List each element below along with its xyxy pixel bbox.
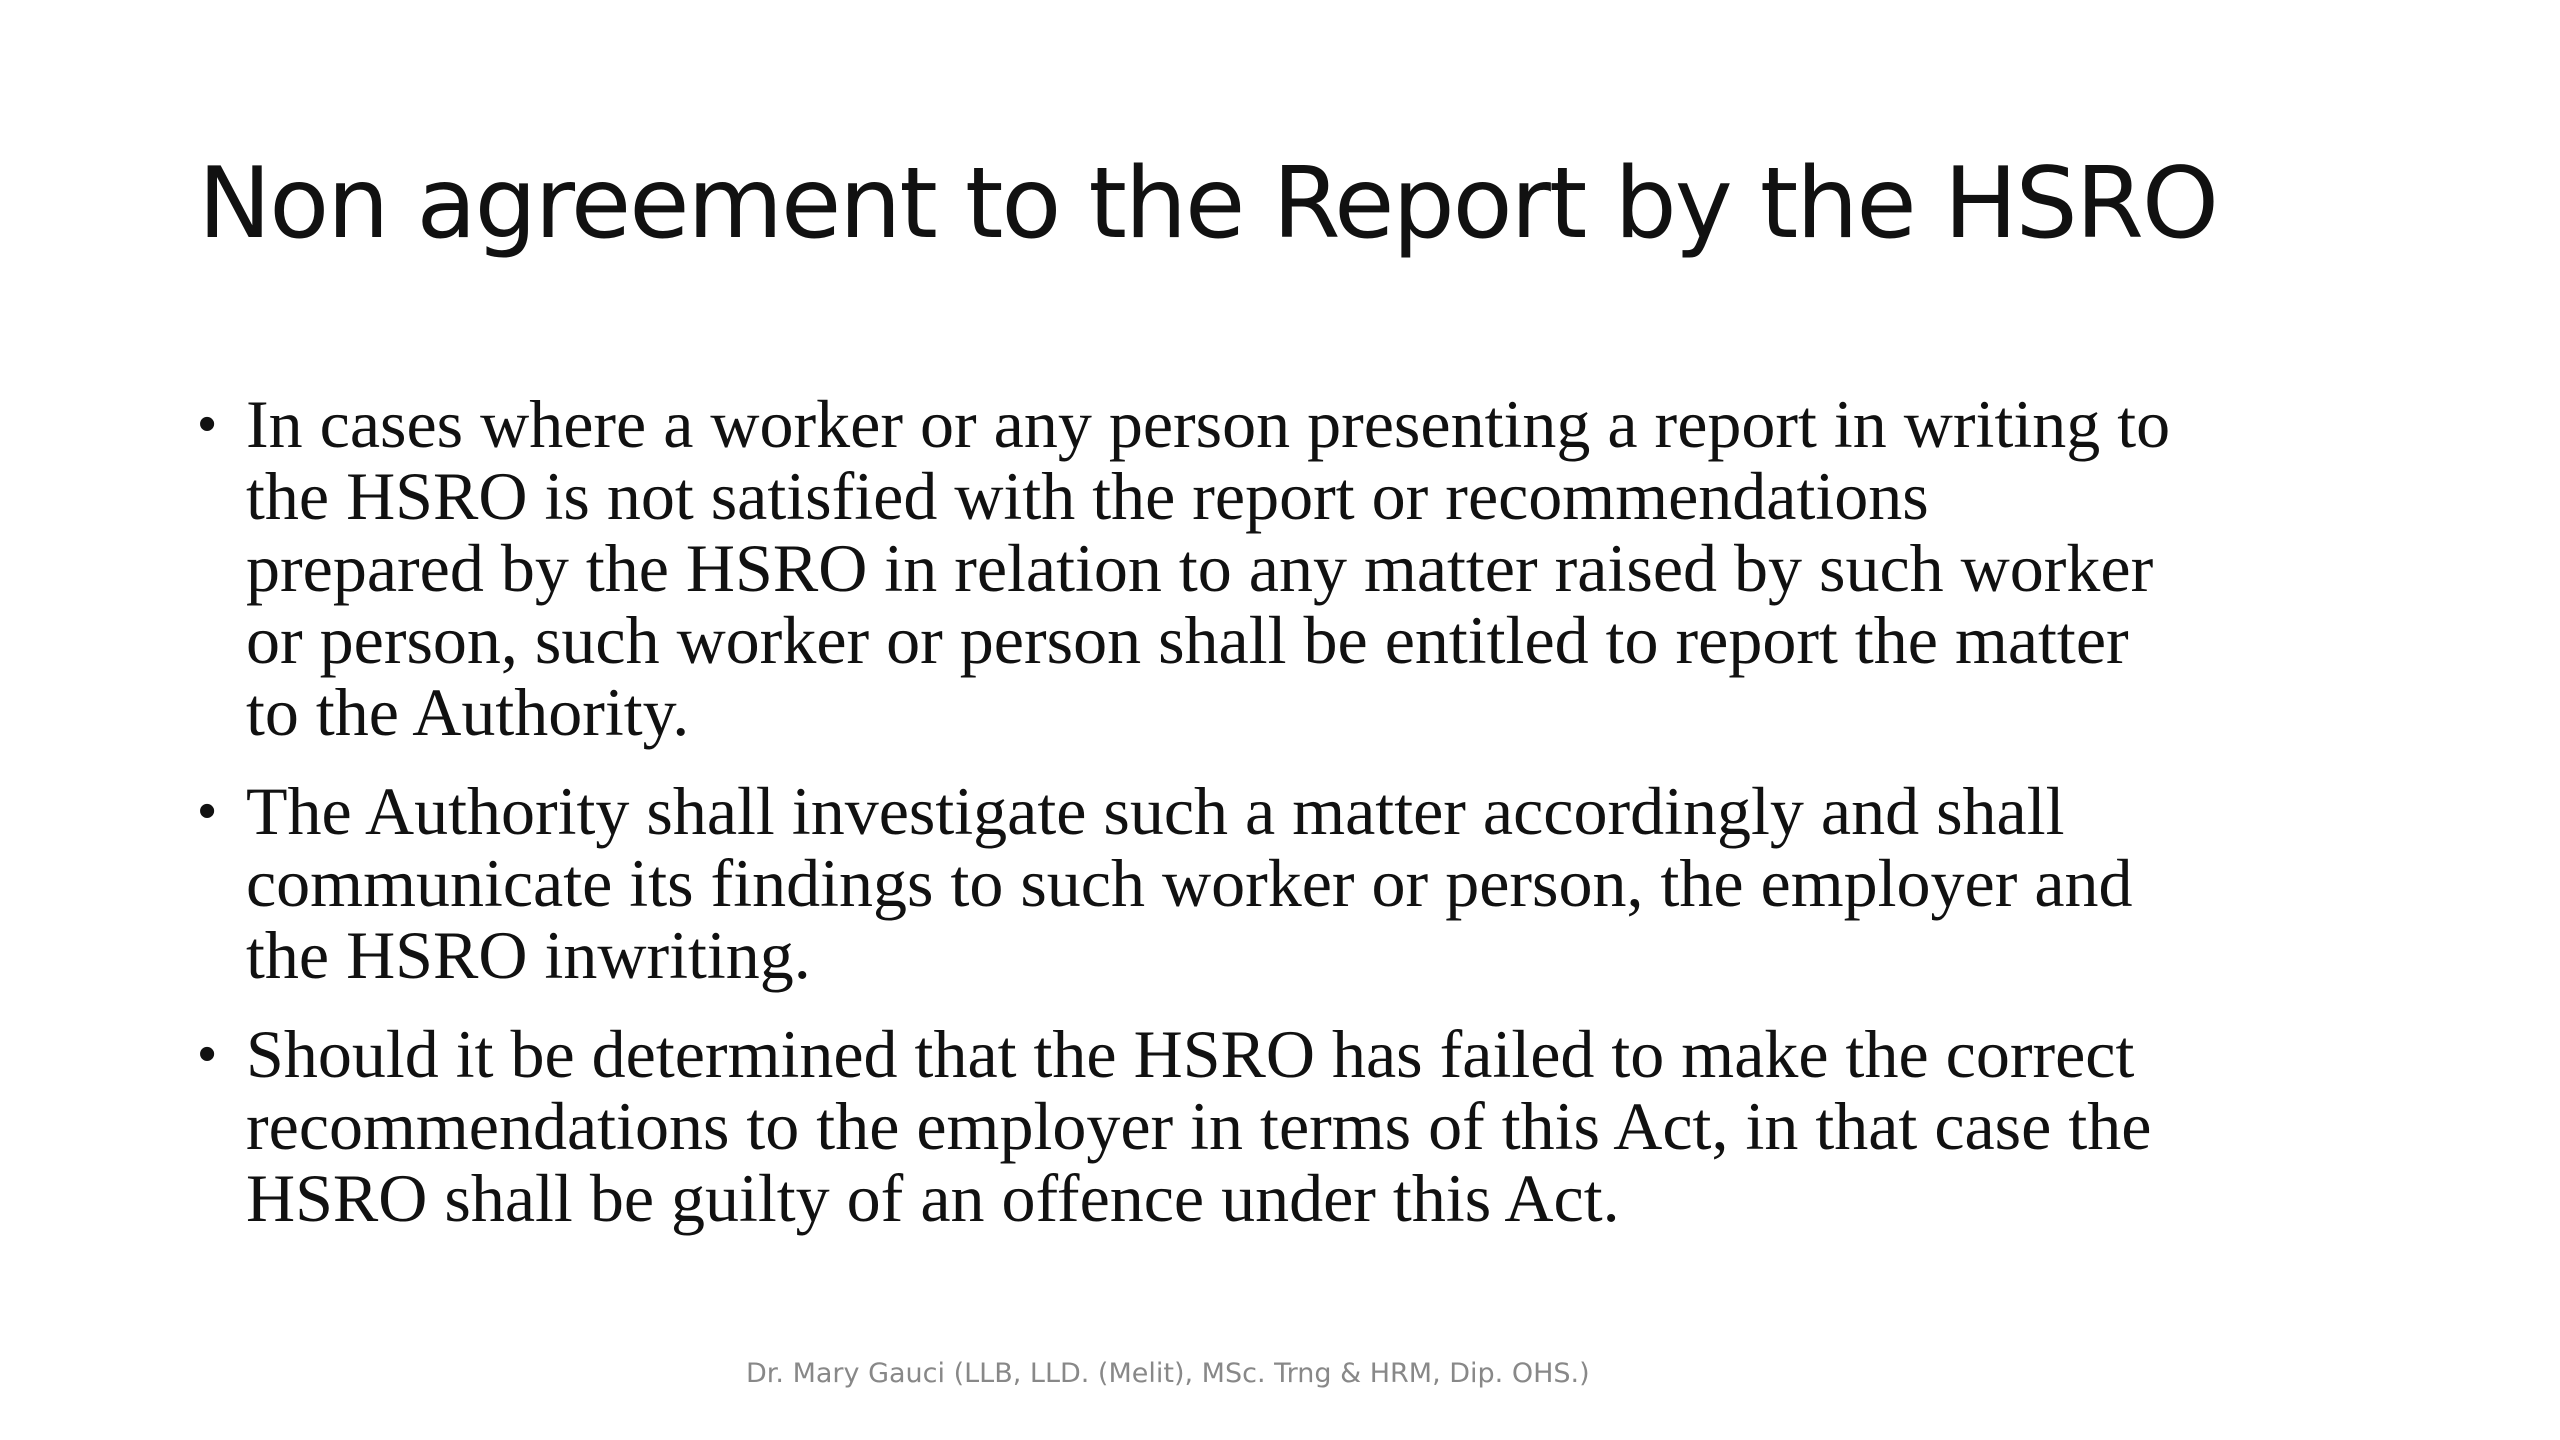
bullet-line: The Authority shall investigate such a matter accordingly and shall [246, 773, 2065, 849]
bullet-item-3 [198, 1018, 2398, 1234]
bullet-line: to the Authority. [246, 674, 690, 750]
bullet-line: HSRO shall be guilty of an offence under this Act. [246, 1160, 1620, 1236]
bullet-line: Should it be determined that the HSRO has failed to make the correct [246, 1016, 2135, 1092]
bullet-line: communicate its findings to such worker or person, the employer and [246, 845, 2133, 921]
slide-title: Non agreement to the Report by the HSRO [198, 147, 2217, 261]
bullet-item-1 [198, 388, 2398, 748]
footer-credit: Dr. Mary Gauci (LLB, LLD. (Melit), MSc. Trng & HRM, Dip. OHS.) [746, 1358, 1590, 1389]
bullet-line: prepared by the HSRO in relation to any matter raised by such worker [246, 530, 2154, 606]
bullet-line: or person, such worker or person shall be entitled to report the matter [246, 602, 2129, 678]
bullet-icon: • [198, 782, 217, 840]
bullet-line: the HSRO inwriting. [246, 917, 811, 993]
bullet-list [198, 388, 2398, 1261]
bullet-icon: • [198, 395, 217, 453]
bullet-line: recommendations to the employer in terms of this Act, in that case the [246, 1088, 2152, 1164]
bullet-line: In cases where a worker or any person presenting a report in writing to [246, 386, 2171, 462]
bullet-line: the HSRO is not satisfied with the report or recommendations [246, 458, 1929, 534]
bullet-item-2 [198, 775, 2398, 991]
bullet-icon: • [198, 1025, 217, 1083]
